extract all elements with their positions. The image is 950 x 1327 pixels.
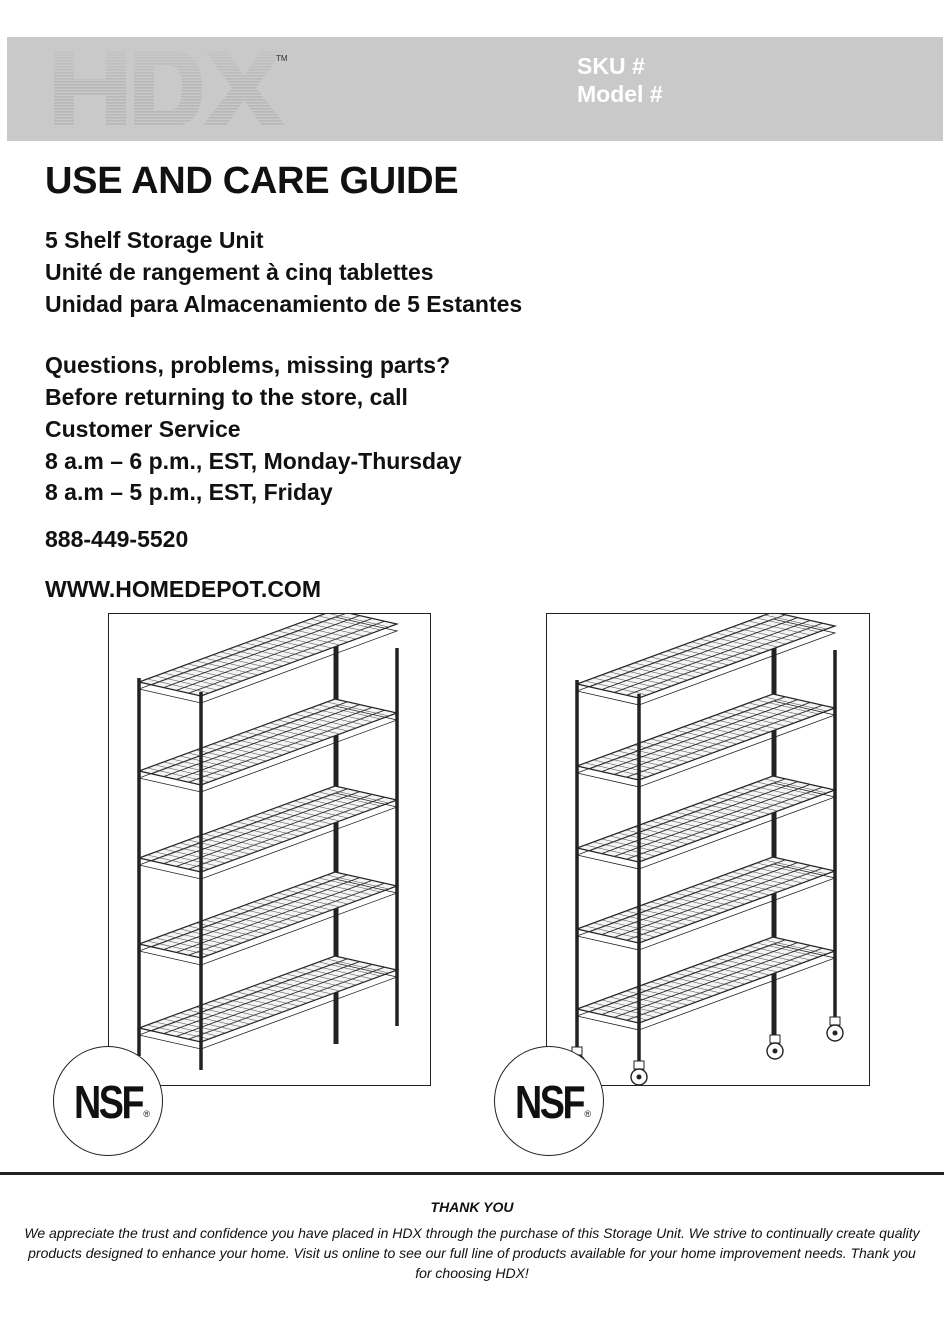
wire-shelf [139,956,397,1049]
nsf-badge [494,1046,604,1156]
sku-block [577,52,663,108]
contact-line: Questions, problems, missing parts? [45,352,451,378]
hours-fri: 8 a.m – 5 p.m., EST, Friday [45,479,333,505]
wire-shelf [139,872,397,965]
wire-shelf [139,786,397,879]
hdx-logo [52,48,288,130]
nsf-logo-text: NSF [514,1076,584,1128]
hours-mon-thu: 8 a.m – 6 p.m., EST, Monday-Thursday [45,448,462,474]
nsf-badge [53,1046,163,1156]
caster-wheel [767,1035,783,1059]
wire-shelf [139,614,397,703]
subtitle-es: Unidad para Almacenamiento de 5 Estantes [45,291,523,317]
trademark: TM [276,54,288,63]
shelf-illustration-casters [546,613,870,1086]
wire-shelf [577,937,835,1030]
wire-shelf [577,776,835,869]
footer-divider [0,1172,944,1175]
website-link[interactable]: WWW.HOMEDEPOT.COM [45,576,321,602]
wire-shelf [577,694,835,787]
thank-you-heading: THANK YOU [430,1199,514,1215]
sku-label: SKU # [577,53,645,79]
wire-shelf [577,857,835,950]
model-label: Model # [577,81,663,107]
shelf-illustration-legs [108,613,431,1086]
caster-wheel [631,1061,647,1085]
subtitle-fr: Unité de rangement à cinq tablettes [45,259,434,285]
contact-line: Before returning to the store, call [45,384,408,410]
registered-mark: ® [143,1109,150,1119]
contact-line: Customer Service [45,416,241,442]
page-title: USE AND CARE GUIDE [45,160,459,202]
wire-shelf [139,699,397,792]
wire-shelf [577,614,835,705]
thank-you-message: We appreciate the trust and confidence you have placed in HDX through the purchase of this Storage Unit. We strive to continually create quality products designed to enhance your home. Visit us online to see our full line of products available for your home improvement needs. Thank you for choosing HDX! [24,1225,920,1281]
phone-number: 888-449-5520 [45,526,189,552]
caster-wheel [827,1017,843,1041]
nsf-logo-text: NSF [73,1076,143,1128]
registered-mark: ® [584,1109,591,1119]
subtitle-en: 5 Shelf Storage Unit [45,227,264,253]
